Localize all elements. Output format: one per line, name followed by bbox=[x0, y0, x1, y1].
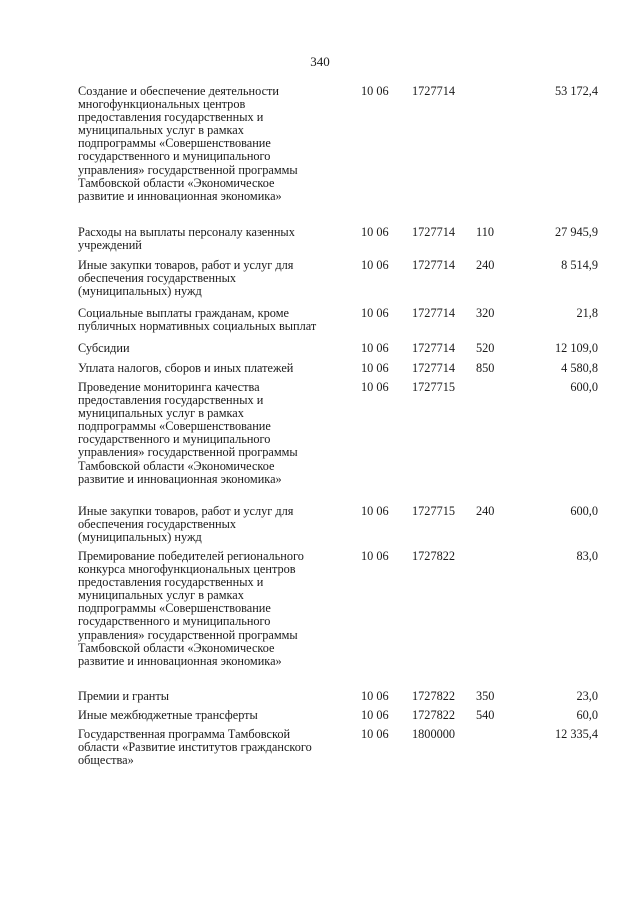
row-amount: 600,0 bbox=[570, 504, 598, 518]
row-code: 1727714 bbox=[412, 306, 456, 320]
table-row bbox=[78, 259, 598, 298]
budget-table bbox=[78, 84, 598, 768]
row-amount: 23,0 bbox=[576, 689, 598, 703]
table-row bbox=[78, 226, 598, 252]
table-row bbox=[78, 728, 598, 767]
row-section: 10 06 bbox=[361, 341, 389, 355]
row-name: Иные закупки товаров, работ и услуг для обеспечения государственных (муниципальных) нужд bbox=[78, 504, 294, 545]
row-code: 1727822 bbox=[412, 549, 456, 563]
row-name: Иные закупки товаров, работ и услуг для обеспечения государственных (муниципальных) нужд bbox=[78, 258, 294, 299]
row-amount: 4 580,8 bbox=[561, 361, 598, 375]
row-section: 10 06 bbox=[361, 708, 389, 722]
row-code: 1727714 bbox=[412, 341, 456, 355]
row-amount: 8 514,9 bbox=[561, 258, 598, 272]
row-code: 1727715 bbox=[412, 504, 456, 518]
row-type: 520 bbox=[476, 341, 495, 355]
table-row bbox=[78, 550, 598, 668]
table-row bbox=[78, 307, 598, 333]
row-code: 1727714 bbox=[412, 258, 456, 272]
row-code: 1727822 bbox=[412, 708, 456, 722]
row-type: 350 bbox=[476, 689, 495, 703]
row-code: 1727714 bbox=[412, 225, 456, 239]
page-number: 340 bbox=[310, 54, 330, 69]
row-amount: 12 109,0 bbox=[554, 341, 598, 355]
table-row bbox=[78, 709, 598, 722]
row-section: 10 06 bbox=[361, 306, 389, 320]
row-type: 320 bbox=[476, 306, 495, 320]
row-name: Расходы на выплаты персоналу казенных учреждений bbox=[78, 225, 295, 253]
row-section: 10 06 bbox=[361, 504, 389, 518]
row-section: 10 06 bbox=[361, 361, 389, 375]
row-type: 110 bbox=[476, 225, 494, 239]
row-section: 10 06 bbox=[361, 689, 389, 703]
row-section: 10 06 bbox=[361, 84, 389, 98]
row-name: Государственная программа Тамбовской области «Развитие институтов гражданского общества» bbox=[78, 727, 312, 768]
row-amount: 60,0 bbox=[576, 708, 598, 722]
table-row bbox=[78, 362, 598, 375]
row-code: 1800000 bbox=[412, 727, 456, 741]
row-amount: 600,0 bbox=[570, 380, 598, 394]
table-row bbox=[78, 85, 598, 203]
table-row bbox=[78, 690, 598, 703]
row-name: Иные межбюджетные трансферты bbox=[78, 708, 258, 722]
row-section: 10 06 bbox=[361, 380, 389, 394]
row-type: 240 bbox=[476, 504, 495, 518]
row-type: 850 bbox=[476, 361, 495, 375]
row-code: 1727714 bbox=[412, 84, 456, 98]
row-section: 10 06 bbox=[361, 258, 389, 272]
row-amount: 21,8 bbox=[576, 306, 598, 320]
row-code: 1727714 bbox=[412, 361, 456, 375]
row-section: 10 06 bbox=[361, 549, 389, 563]
row-code: 1727715 bbox=[412, 380, 456, 394]
row-amount: 83,0 bbox=[576, 549, 598, 563]
row-code: 1727822 bbox=[412, 689, 456, 703]
row-name: Премирование победителей регионального конкурса многофункциональных центров предоставления государственных и муниципальных услуг в рамках подпрограммы «Совершенствование государственного и муниципального управления» государственной программы Тамбовской области «Экономическое развитие и инновационная экономика» bbox=[78, 549, 304, 668]
row-name: Проведение мониторинга качества предоставления государственных и муниципальных услуг в рамках подпрограммы «Совершенствование государственного и муниципального управления» государственной программы Тамбовской области «Экономическое развитие и инновационная экономика» bbox=[78, 380, 298, 486]
row-section: 10 06 bbox=[361, 225, 389, 239]
row-section: 10 06 bbox=[361, 727, 389, 741]
row-amount: 12 335,4 bbox=[554, 727, 598, 741]
table-row bbox=[78, 505, 598, 544]
row-name: Социальные выплаты гражданам, кроме публичных нормативных социальных выплат bbox=[78, 306, 317, 334]
row-name: Уплата налогов, сборов и иных платежей bbox=[78, 361, 294, 375]
row-name: Премии и гранты bbox=[78, 689, 170, 703]
row-name: Субсидии bbox=[78, 341, 130, 355]
row-amount: 27 945,9 bbox=[554, 225, 598, 239]
table-row bbox=[78, 381, 598, 486]
row-type: 540 bbox=[476, 708, 495, 722]
row-name: Создание и обеспечение деятельности многофункциональных центров предоставления государственных и муниципальных услуг в рамках подпрограммы «Совершенствование государственного и муниципального управления» государственной программы Тамбовской области «Экономическое развитие и инновационная экономика» bbox=[78, 84, 298, 203]
row-type: 240 bbox=[476, 258, 495, 272]
row-amount: 53 172,4 bbox=[554, 84, 598, 98]
table-row bbox=[78, 342, 598, 355]
